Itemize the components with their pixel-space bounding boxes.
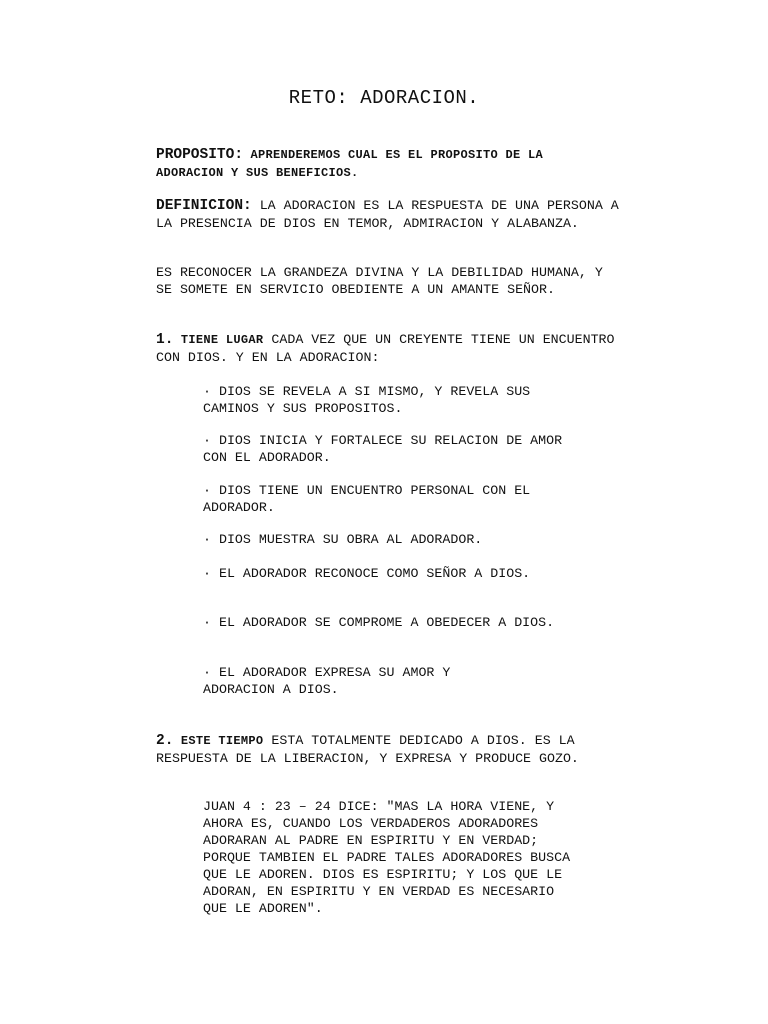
point2-text: ESTA TOTALMENTE DEDICADO A DIOS. ES LA RESPUESTA DE LA LIBERACION, Y EXPRESA Y PRODUCE GOZO. bbox=[156, 733, 579, 766]
bullet-item: · EL ADORADOR RECONOCE COMO SEÑOR A DIOS. bbox=[203, 566, 531, 581]
document-title: RETO: ADORACION. bbox=[288, 87, 480, 109]
bullet-item: · DIOS MUESTRA SU OBRA AL ADORADOR. bbox=[203, 532, 483, 547]
bullet-item: · EL ADORADOR SE COMPROME A OBEDECER A DIOS. bbox=[203, 615, 555, 630]
point1-paragraph bbox=[156, 331, 626, 366]
point2-number: 2. bbox=[156, 733, 174, 749]
point1-number: 1. bbox=[156, 332, 174, 348]
scripture-quote: JUAN 4 : 23 – 24 DICE: "MAS LA HORA VIENE, Y AHORA ES, CUANDO LOS VERDADEROS ADORADORES ADORARAN AL PADRE EN ESPIRITU Y EN VERDAD; PORQUE TAMBIEN EL PADRE TALES ADORADORES BUSCA QUE LE ADOREN. DIOS ES ESPIRITU; Y LOS QUE LE ADORAN, EN ESPIRITU Y EN VERDAD ES NECESARIO QUE LE ADOREN". bbox=[203, 799, 571, 916]
proposito-heading: PROPOSITO: bbox=[156, 147, 244, 163]
reconocer-paragraph: ES RECONOCER LA GRANDEZA DIVINA Y LA DEBILIDAD HUMANA, Y SE SOMETE EN SERVICIO OBEDIENTE A UN AMANTE SEÑOR. bbox=[156, 265, 603, 297]
proposito-paragraph bbox=[156, 146, 616, 182]
point2-bold: ESTE TIEMPO bbox=[173, 734, 264, 748]
bullet-item: · DIOS TIENE UN ENCUENTRO PERSONAL CON EL ADORADOR. bbox=[203, 483, 531, 515]
bullet-item: · DIOS INICIA Y FORTALECE SU RELACION DE AMOR CON EL ADORADOR. bbox=[203, 433, 563, 465]
definicion-heading: DEFINICION: bbox=[156, 198, 252, 214]
proposito-text: APRENDEREMOS CUAL ES EL PROPOSITO DE LA ADORACION Y SUS BENEFICIOS. bbox=[156, 148, 544, 180]
bullet-item: · EL ADORADOR EXPRESA SU AMOR Y ADORACION A DIOS. bbox=[203, 665, 451, 697]
definicion-text: LA ADORACION ES LA RESPUESTA DE UNA PERSONA A LA PRESENCIA DE DIOS EN TEMOR, ADMIRACION Y ALABANZA. bbox=[156, 198, 619, 231]
point1-text: CADA VEZ QUE UN CREYENTE TIENE UN ENCUENTRO CON DIOS. Y EN LA ADORACION: bbox=[156, 332, 615, 365]
definicion-paragraph bbox=[156, 197, 626, 232]
bullet-item: · DIOS SE REVELA A SI MISMO, Y REVELA SUS CAMINOS Y SUS PROPOSITOS. bbox=[203, 384, 531, 416]
point2-paragraph bbox=[156, 732, 626, 767]
point1-bold: TIENE LUGAR bbox=[173, 333, 264, 347]
